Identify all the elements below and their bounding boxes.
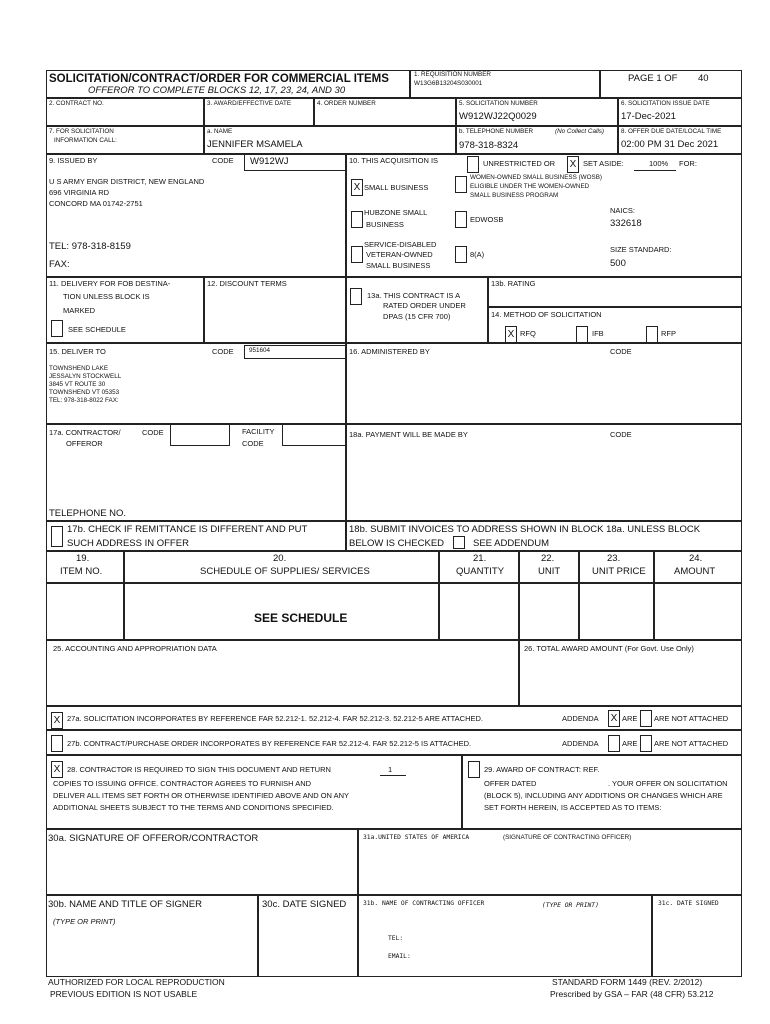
b15-addr-0: TOWNSHEND LAKE [49, 365, 109, 372]
b10-8a: 8(A) [470, 250, 485, 259]
b7b-label: b. TELEPHONE NUMBER [459, 128, 534, 135]
b11-l1: 11. DELIVERY FOR FOB DESTINA- [49, 279, 171, 288]
b17a-code-label: CODE [142, 428, 164, 437]
rfq-checkbox[interactable]: X [505, 326, 517, 343]
b18a-label: 18a. PAYMENT WILL BE MADE BY [349, 430, 468, 439]
b11-l3: MARKED [63, 306, 96, 315]
dpas-checkbox[interactable] [350, 288, 362, 305]
b27a-addenda: ADDENDA [562, 714, 599, 723]
b29-l2b: . YOUR OFFER ON SOLICITATION [608, 779, 728, 788]
sdvosb-checkbox[interactable] [351, 246, 363, 263]
b12-label: 12. DISCOUNT TERMS [207, 279, 287, 288]
b7-label2: INFORMATION CALL: [54, 137, 117, 144]
b8-value: 02:00 PM 31 Dec 2021 [621, 139, 719, 150]
b17a-label1: 17a. CONTRACTOR/ [49, 428, 121, 437]
col20-label: SCHEDULE OF SUPPLIES/ SERVICES [200, 566, 370, 577]
b10-setaside: SET ASIDE: [583, 159, 624, 168]
b31b-note: (TYPE OR PRINT) [542, 902, 599, 909]
remittance-checkbox[interactable] [51, 526, 63, 547]
col22-num: 22. [541, 553, 555, 564]
b15-addr-4: TEL: 978-318-8022 FAX: [49, 397, 119, 404]
copies-underline [380, 775, 406, 776]
b17b-l1: 17b. CHECK IF REMITTANCE IS DIFFERENT AND PUT [67, 524, 308, 535]
b17b-l2: SUCH ADDRESS IN OFFER [67, 538, 189, 549]
setaside-checkbox[interactable]: X [567, 156, 579, 173]
b28-copies: 1 [388, 765, 393, 774]
b29-l3: (BLOCK 5), INCLUDING ANY ADDITIONS OR CHANGES WHICH ARE [484, 791, 723, 800]
b30c-label: 30c. DATE SIGNED [262, 899, 347, 910]
b16-code-label: CODE [610, 347, 632, 356]
naics-label: NAICS: [610, 206, 636, 215]
b5-value: W912WJ22Q0029 [459, 111, 537, 122]
col21-num: 21. [473, 553, 487, 564]
b31b-label: 31b. NAME OF CONTRACTING OFFICER [363, 900, 485, 907]
b10-edwosb: EDWOSB [470, 215, 504, 224]
b14-ifb: IFB [592, 329, 604, 338]
b9-label: 9. ISSUED BY [49, 156, 98, 165]
b3-label: 3. AWARD/EFFECTIVE DATE [207, 100, 292, 107]
27a-are-checkbox[interactable]: X [608, 710, 620, 727]
footer-right-2: Prescribed by GSA – FAR (48 CFR) 53.212 [550, 989, 714, 999]
b13a-l1: 13a. THIS CONTRACT IS A [367, 291, 461, 300]
b14-rfp: RFP [661, 329, 676, 338]
b29-l2: OFFER DATED [484, 779, 537, 788]
b9-code: W912WJ [250, 156, 289, 167]
sched-col22 [519, 583, 579, 640]
b15-addr-3: TOWNSHEND VT 05353 [49, 389, 120, 396]
ifb-checkbox[interactable] [576, 326, 588, 343]
b31c-label: 31c. DATE SIGNED [658, 900, 719, 907]
b30b-note: (TYPE OR PRINT) [53, 917, 116, 926]
footer-left-1: AUTHORIZED FOR LOCAL REPRODUCTION [48, 977, 225, 987]
b27a-are: ARE [622, 714, 638, 723]
b30a-label: 30a. SIGNATURE OF OFFEROR/CONTRACTOR [48, 833, 259, 844]
b10-small: SMALL BUSINESS [364, 183, 429, 192]
b27b-text: 27b. CONTRACT/PURCHASE ORDER INCORPORATES BY REFERENCE FAR 52.212-4. FAR 52.212-5 IS ATTACHED. [67, 739, 472, 748]
b10-unrestricted: UNRESTRICTED OR [483, 159, 556, 168]
b28-l4: ADDITIONAL SHEETS SUBJECT TO THE TERMS AND CONDITIONS SPECIFIED. [53, 803, 334, 812]
sched-col24 [654, 583, 742, 640]
b25-label: 25. ACCOUNTING AND APPROPRIATION DATA [53, 644, 217, 653]
29-checkbox[interactable] [468, 761, 480, 778]
facility-label2: CODE [242, 439, 264, 448]
27b-checkbox[interactable] [51, 735, 63, 752]
27a-arenot-checkbox[interactable] [640, 710, 652, 727]
form-title: SOLICITATION/CONTRACT/ORDER FOR COMMERCIAL ITEMS [49, 73, 389, 85]
b16-label: 16. ADMINISTERED BY [349, 347, 430, 356]
page-total: 40 [698, 73, 709, 84]
b9-fax: FAX: [49, 259, 70, 270]
27a-checkbox[interactable]: X [51, 712, 63, 729]
b27b-addenda: ADDENDA [562, 739, 599, 748]
b28-l1: 28. CONTRACTOR IS REQUIRED TO SIGN THIS DOCUMENT AND RETURN [67, 765, 331, 774]
8a-checkbox[interactable] [455, 246, 467, 263]
b27b-are: ARE [622, 739, 638, 748]
b28-l3: DELIVER ALL ITEMS SET FORTH OR OTHERWISE IDENTIFIED ABOVE AND ON ANY [53, 791, 350, 800]
b10-for: FOR: [679, 159, 697, 168]
footer-right-1: STANDARD FORM 1449 (REV. 2/2012) [552, 977, 703, 987]
b9-box [46, 154, 346, 277]
unrestricted-checkbox[interactable] [467, 156, 479, 173]
b14-label: 14. METHOD OF SOLICITATION [491, 310, 602, 319]
footer-left-2: PREVIOUS EDITION IS NOT USABLE [50, 989, 198, 999]
b17a-label2: OFFEROR [66, 439, 103, 448]
b7a-label: a. NAME [207, 128, 233, 135]
b11-l4: SEE SCHEDULE [68, 325, 126, 334]
col22-label: UNIT [538, 566, 561, 577]
b10-sd1: SERVICE-DISABLED [364, 240, 437, 249]
edwosb-checkbox[interactable] [455, 211, 467, 228]
b10-hub2: BUSINESS [366, 220, 404, 229]
col23-num: 23. [607, 553, 621, 564]
b9-addr3: CONCORD MA 01742-2751 [49, 199, 143, 208]
b28-l2: COPIES TO ISSUING OFFICE. CONTRACTOR AGREES TO FURNISH AND [53, 779, 312, 788]
col23-label: UNIT PRICE [592, 566, 646, 577]
b15-code-label: CODE [212, 347, 234, 356]
b18b-l2: BELOW IS CHECKED [349, 538, 445, 549]
b31a-sig: (SIGNATURE OF CONTRACTING OFFICER) [503, 834, 632, 841]
hubzone-checkbox[interactable] [351, 211, 363, 228]
see-schedule-checkbox[interactable] [51, 320, 63, 337]
size-label: SIZE STANDARD: [610, 245, 672, 254]
col19-num: 19. [76, 553, 90, 564]
b17-tel: TELEPHONE NO. [49, 508, 127, 519]
tel-label: TEL: [388, 935, 404, 942]
27b-arenot-checkbox[interactable] [640, 735, 652, 752]
wosb-checkbox[interactable] [455, 176, 467, 193]
b15-code: 951604 [249, 347, 271, 354]
sched-col21 [439, 583, 519, 640]
sched-col23 [579, 583, 654, 640]
b10-wosb1: WOMEN-OWNED SMALL BUSINESS (WOSB) [470, 174, 603, 181]
b29-l1: 29. AWARD OF CONTRACT: REF. [484, 765, 600, 774]
b4-label: 4. ORDER NUMBER [317, 100, 376, 107]
addendum-checkbox[interactable] [453, 536, 465, 549]
col19-label: ITEM NO. [60, 566, 103, 577]
b7-label1: 7. FOR SOLICITATION [49, 128, 114, 135]
col24-num: 24. [689, 553, 703, 564]
facility-code-box [282, 424, 346, 446]
b7a-value: JENNIFER MSAMELA [207, 139, 303, 150]
col24-label: AMOUNT [674, 566, 716, 577]
req-number: W13G6B13204S030001 [414, 80, 483, 87]
b10-label: 10. THIS ACQUISITION IS [349, 156, 439, 165]
see-schedule-text: SEE SCHEDULE [254, 611, 348, 625]
form-subtitle: OFFEROR TO COMPLETE BLOCKS 12, 17, 23, 24, AND 30 [88, 85, 346, 96]
sched-col19 [46, 583, 124, 640]
b9-addr1: U S ARMY ENGR DISTRICT, NEW ENGLAND [49, 177, 205, 186]
email-label: EMAIL: [388, 953, 411, 960]
facility-label1: FACILITY [242, 427, 275, 436]
b9-tel: TEL: 978-318-8159 [49, 241, 131, 252]
b6-value: 17-Dec-2021 [621, 111, 676, 122]
b15-addr-2: 3845 VT ROUTE 30 [49, 381, 106, 388]
page-label: PAGE 1 OF [628, 73, 678, 84]
b31a-label: 31a.UNITED STATES OF AMERICA [363, 834, 470, 841]
b11-l2: TION UNLESS BLOCK IS [63, 292, 150, 301]
b8-label: 8. OFFER DUE DATE/LOCAL TIME [621, 128, 722, 135]
size-value: 500 [610, 258, 626, 269]
col20-num: 20. [273, 553, 287, 564]
b9-addr2: 696 VIRGINIA RD [49, 188, 110, 197]
b14-rfq: RFQ [520, 329, 536, 338]
b5-label: 5. SOLICITATION NUMBER [459, 100, 538, 107]
b15-addr-1: JESSALYN STOCKWELL [49, 373, 122, 380]
b10-hub1: HUBZONE SMALL [364, 208, 428, 217]
b27a-arenot: ARE NOT ATTACHED [654, 714, 729, 723]
rfp-checkbox[interactable] [646, 326, 658, 343]
req-label: 1. REQUISITION NUMBER [414, 71, 491, 78]
27b-are-checkbox[interactable] [608, 735, 620, 752]
b27a-text: 27a. SOLICITATION INCORPORATES BY REFERENCE FAR 52.212-1. 52.212-4. FAR 52.212-3. 52.212-5 ARE ATTACHED. [67, 714, 483, 723]
b9-code-label: CODE [212, 156, 234, 165]
col21-label: QUANTITY [456, 566, 505, 577]
b29-l4: SET FORTH HEREIN, IS ACCEPTED AS TO ITEMS: [484, 803, 662, 812]
b2-label: 2. CONTRACT NO. [49, 100, 104, 107]
b10-wosb2: ELIGIBLE UNDER THE WOMEN-OWNED [470, 183, 590, 190]
b27b-arenot: ARE NOT ATTACHED [654, 739, 729, 748]
b26-label: 26. TOTAL AWARD AMOUNT (For Govt. Use Only) [524, 644, 694, 653]
b10-sd2: VETERAN-OWNED [366, 250, 433, 259]
b15-label: 15. DELIVER TO [49, 347, 106, 356]
b18b-addendum: SEE ADDENDUM [473, 538, 550, 549]
sf1449-form [46, 70, 742, 1005]
b18a-code-label: CODE [610, 430, 632, 439]
b13a-l3: DPAS (15 CFR 700) [383, 312, 451, 321]
naics-value: 332618 [610, 218, 642, 229]
pct-underline [634, 170, 676, 171]
b18b-l1: 18b. SUBMIT INVOICES TO ADDRESS SHOWN IN BLOCK 18a. UNLESS BLOCK [349, 524, 701, 535]
small-business-checkbox[interactable]: X [351, 179, 363, 196]
b10-pct: 100% [649, 159, 669, 168]
b17a-code-box [170, 424, 230, 446]
b10-sd3: SMALL BUSINESS [366, 261, 431, 270]
b7b-note: (No Collect Calls) [555, 128, 604, 135]
b30b-label: 30b. NAME AND TITLE OF SIGNER [48, 899, 202, 910]
b10-wosb3: SMALL BUSINESS PROGRAM [470, 192, 559, 199]
b7b-value: 978-318-8324 [459, 140, 519, 151]
b6-label: 6. SOLICITATION ISSUE DATE [621, 100, 710, 107]
b13a-l2: RATED ORDER UNDER [383, 301, 466, 310]
b13b-label: 13b. RATING [491, 279, 536, 288]
28-checkbox[interactable]: X [51, 761, 63, 778]
